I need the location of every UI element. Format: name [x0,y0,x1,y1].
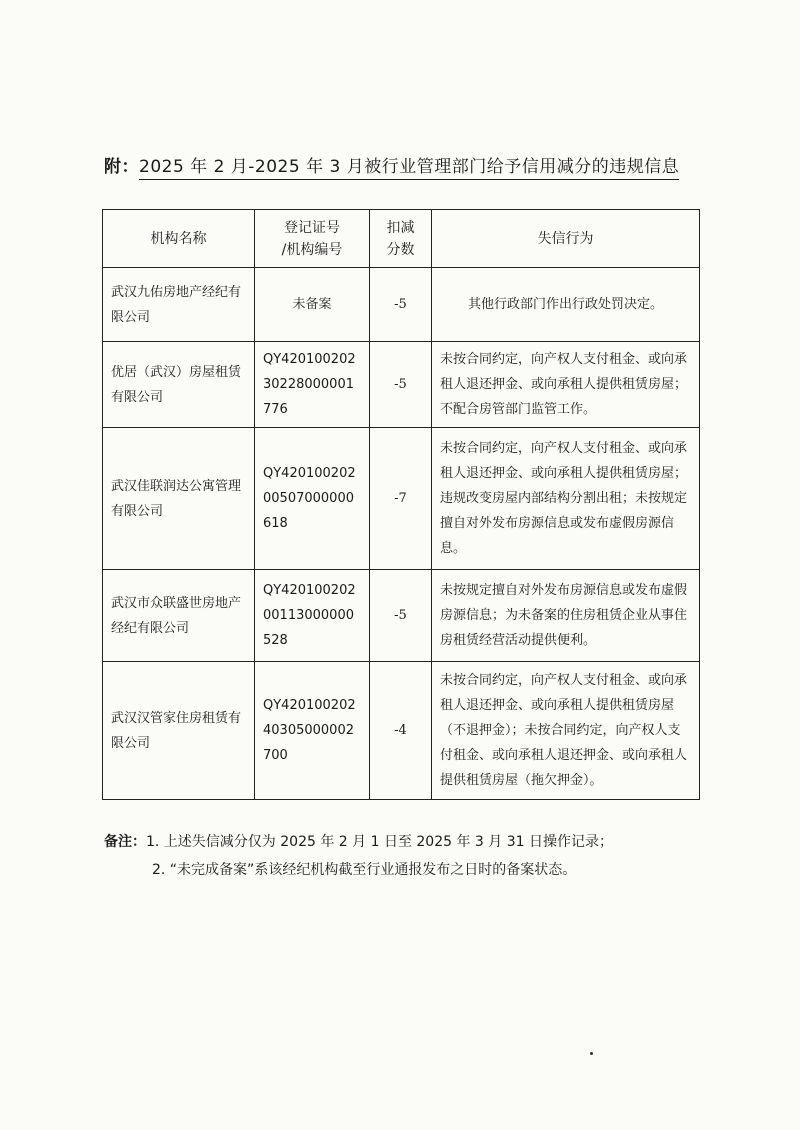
cell-name: 武汉九佑房地产经纪有限公司 [103,268,255,342]
cell-reg: QY42010020230228000001776 [255,342,370,428]
header-reg [255,210,370,268]
cell-score: -4 [370,662,432,800]
cell-name: 武汉汉管家住房租赁有限公司 [103,662,255,800]
cell-behavior: 未按合同约定，向产权人支付租金、或向承租人退还押金、或向承租人提供租赁房屋（不退押金）；未按合同约定，向产权人支付租金、或向承租人退还押金、或向承租人提供租赁房屋（拖欠押金）。 [432,662,700,800]
document-title [104,152,704,177]
cell-reg: 未备案 [255,268,370,342]
cell-reg: QY42010020200507000000618 [255,428,370,570]
note-item-1: 1. 上述失信减分仅为 2025 年 2 月 1 日至 2025 年 3 月 31 日操作记录； [146,834,614,850]
cell-behavior: 未按合同约定，向产权人支付租金、或向承租人退还押金、或向承租人提供租赁房屋；违规改变房屋内部结构分割出租；未按规定擅自对外发布房源信息或发布虚假房源信息。 [432,428,700,570]
table-header-row [103,210,700,268]
cell-name: 武汉佳联润达公寓管理有限公司 [103,428,255,570]
header-score-line1: 扣减 [386,219,415,236]
header-score-line2: 分数 [386,241,415,258]
cell-name: 武汉市众联盛世房地产经纪有限公司 [103,570,255,662]
header-score [370,210,432,268]
table-row [103,570,700,662]
cell-behavior: 其他行政部门作出行政处罚决定。 [432,268,700,342]
title-lead: 附： [104,157,139,177]
cell-score: -5 [370,268,432,342]
cell-reg: QY42010020200113000000528 [255,570,370,662]
cell-name: 优居（武汉）房屋租赁有限公司 [103,342,255,428]
table-row [103,268,700,342]
violations-table [102,209,700,800]
cell-score: -7 [370,428,432,570]
header-behavior: 失信行为 [432,210,700,268]
cell-behavior: 未按规定擅自对外发布房源信息或发布虚假房源信息；为未备案的住房租赁企业从事住房租赁经营活动提供便利。 [432,570,700,662]
notes-section [104,828,724,884]
cell-reg: QY42010020240305000002700 [255,662,370,800]
table-row [103,662,700,800]
notes-label: 备注： [104,834,146,850]
title-text: 2025 年 2 月-2025 年 3 月被行业管理部门给予信用减分的违规信息 [139,157,679,180]
table-row [103,342,700,428]
note-line-1 [104,828,724,856]
cell-score: -5 [370,570,432,662]
header-name: 机构名称 [103,210,255,268]
note-line-2 [104,856,724,884]
header-reg-line2: /机构编号 [281,241,343,258]
cell-behavior: 未按合同约定，向产权人支付租金、或向承租人退还押金、或向承租人提供租赁房屋；不配合房管部门监管工作。 [432,342,700,428]
header-reg-line1: 登记证号 [284,219,340,236]
cell-score: -5 [370,342,432,428]
table-row [103,428,700,570]
scan-speck [590,1052,593,1055]
note-item-2: 2. “未完成备案”系该经纪机构截至行业通报发布之日时的备案状态。 [152,862,577,878]
